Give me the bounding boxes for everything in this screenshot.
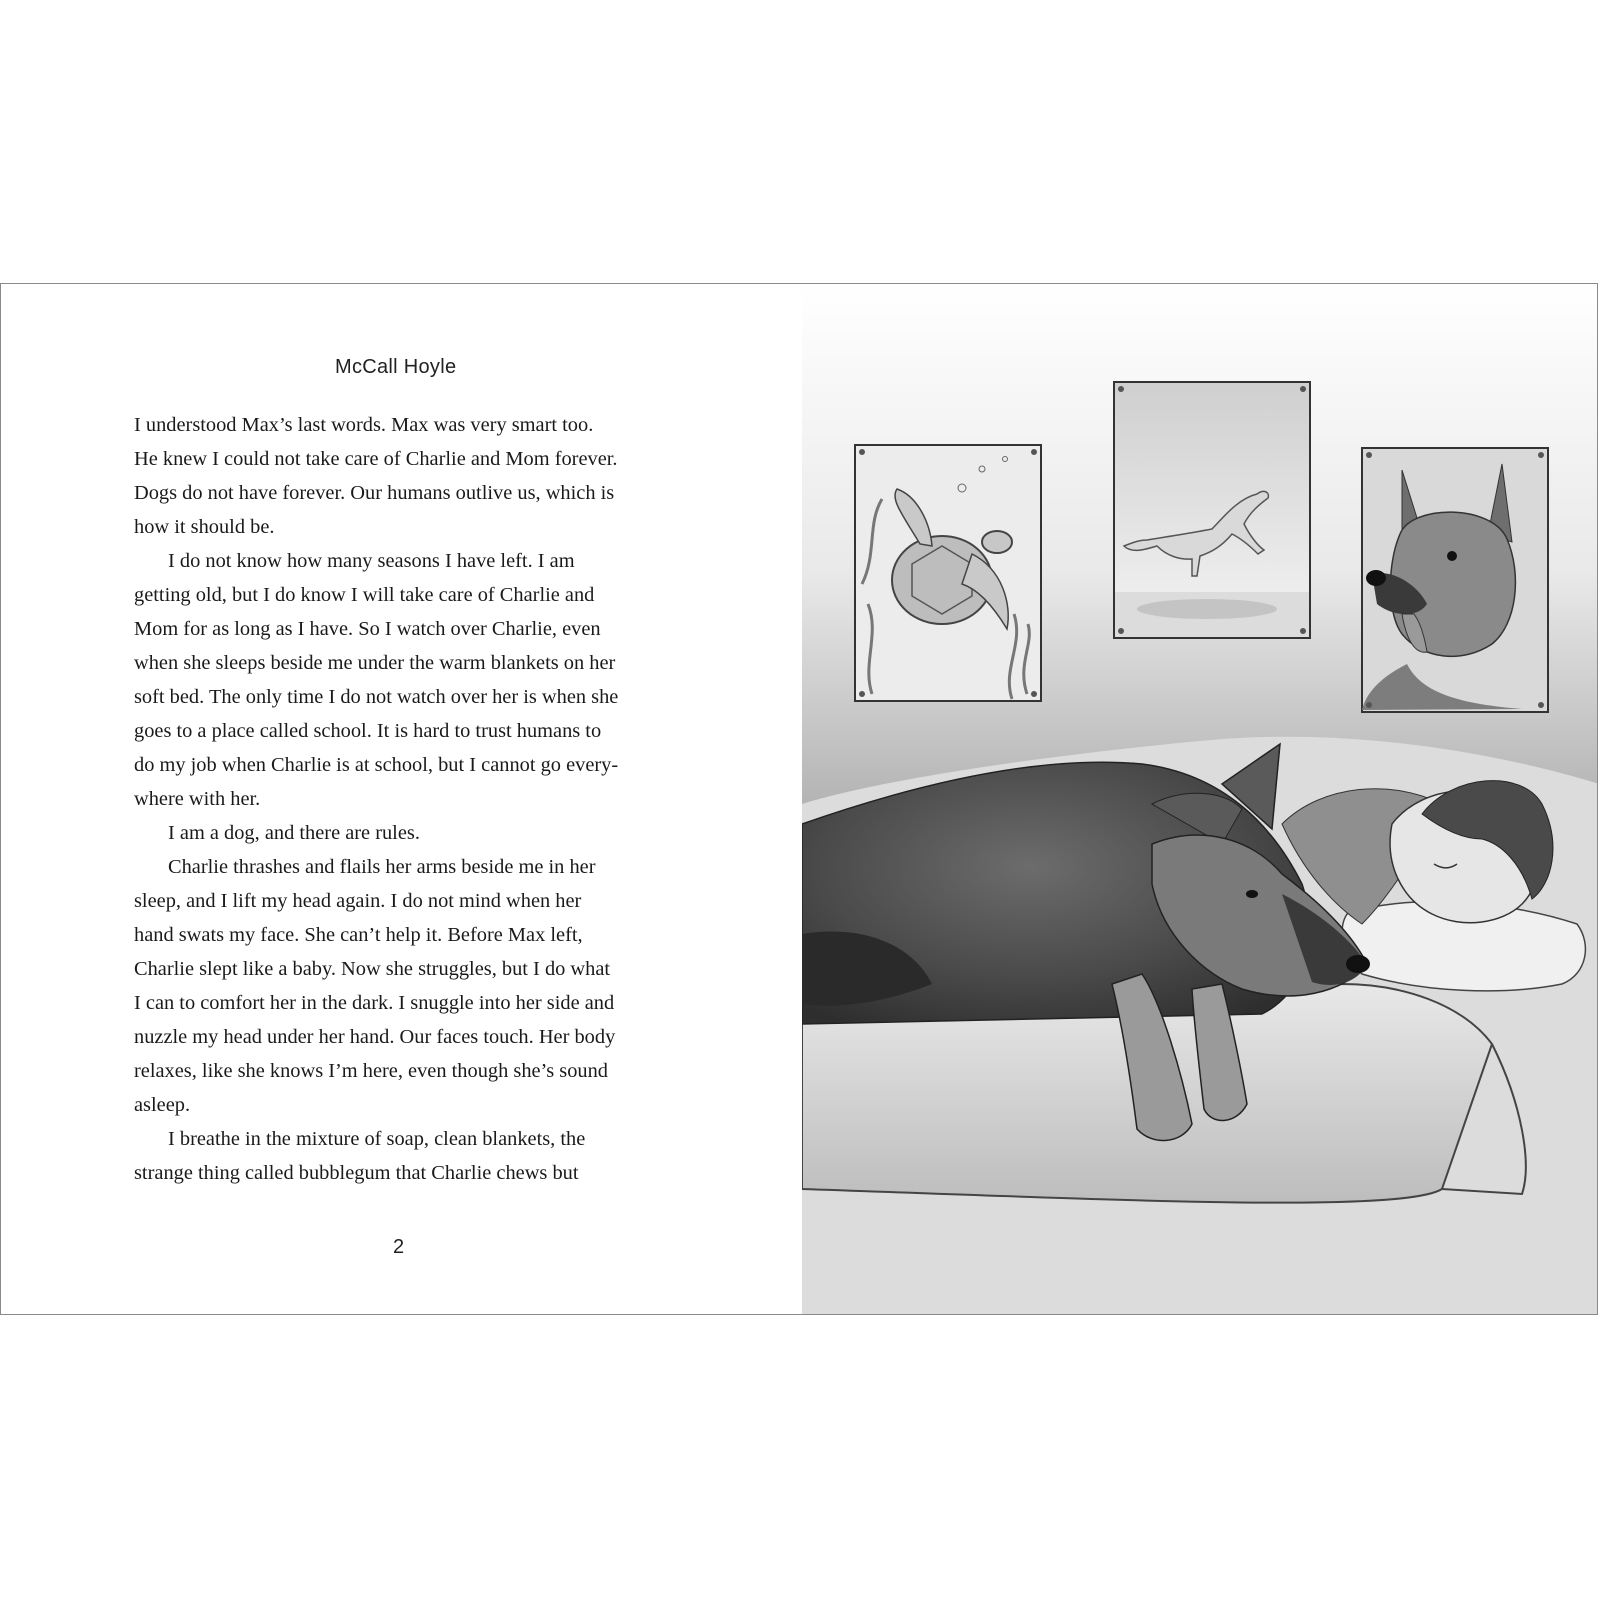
body-text xyxy=(134,408,694,1190)
text-line: I do not know how many seasons I have left. I am xyxy=(168,550,575,572)
text-line: Mom for as long as I have. So I watch over Charlie, even xyxy=(134,618,601,640)
text-line: I am a dog, and there are rules. xyxy=(168,822,420,844)
text-line: sleep, and I lift my head again. I do not mind when her xyxy=(134,890,582,912)
text-line: I can to comfort her in the dark. I snuggle into her side and xyxy=(134,992,615,1014)
page-number: 2 xyxy=(393,1236,405,1258)
horse-poster xyxy=(1114,382,1310,638)
text-line: how it should be. xyxy=(134,516,275,538)
text-line: I understood Max’s last words. Max was very smart too. xyxy=(134,414,594,436)
text-line: strange thing called bubblegum that Charlie chews but xyxy=(134,1162,579,1184)
text-line: do my job when Charlie is at school, but I cannot go every- xyxy=(134,754,619,776)
text-line: Charlie thrashes and flails her arms beside me in her xyxy=(168,856,596,878)
text-line: when she sleeps beside me under the warm blankets on her xyxy=(134,652,616,674)
text-line: hand swats my face. She can’t help it. Before Max left, xyxy=(134,924,583,946)
text-line: I breathe in the mixture of soap, clean blankets, the xyxy=(168,1128,586,1150)
text-line: nuzzle my head under her hand. Our faces touch. Her body xyxy=(134,1026,616,1048)
text-line: Charlie slept like a baby. Now she struggles, but I do what xyxy=(134,958,611,980)
text-line: soft bed. The only time I do not watch over her is when she xyxy=(134,686,619,708)
illustration xyxy=(802,284,1598,1314)
running-head-author: McCall Hoyle xyxy=(335,356,457,378)
text-line: goes to a place called school. It is hard to trust humans to xyxy=(134,720,602,742)
book-spread xyxy=(0,283,1598,1315)
turtle-poster xyxy=(855,445,1041,701)
text-line: asleep. xyxy=(134,1094,191,1116)
text-page xyxy=(1,284,802,1314)
text-line: He knew I could not take care of Charlie and Mom forever. xyxy=(134,448,618,470)
text-line: relaxes, like she knows I’m here, even though she’s sound xyxy=(134,1060,608,1082)
text-line: where with her. xyxy=(134,788,261,810)
text-line: getting old, but I do know I will take care of Charlie and xyxy=(134,584,595,606)
dog-portrait-poster xyxy=(1362,448,1548,712)
text-line: Dogs do not have forever. Our humans outlive us, which is xyxy=(134,482,615,504)
